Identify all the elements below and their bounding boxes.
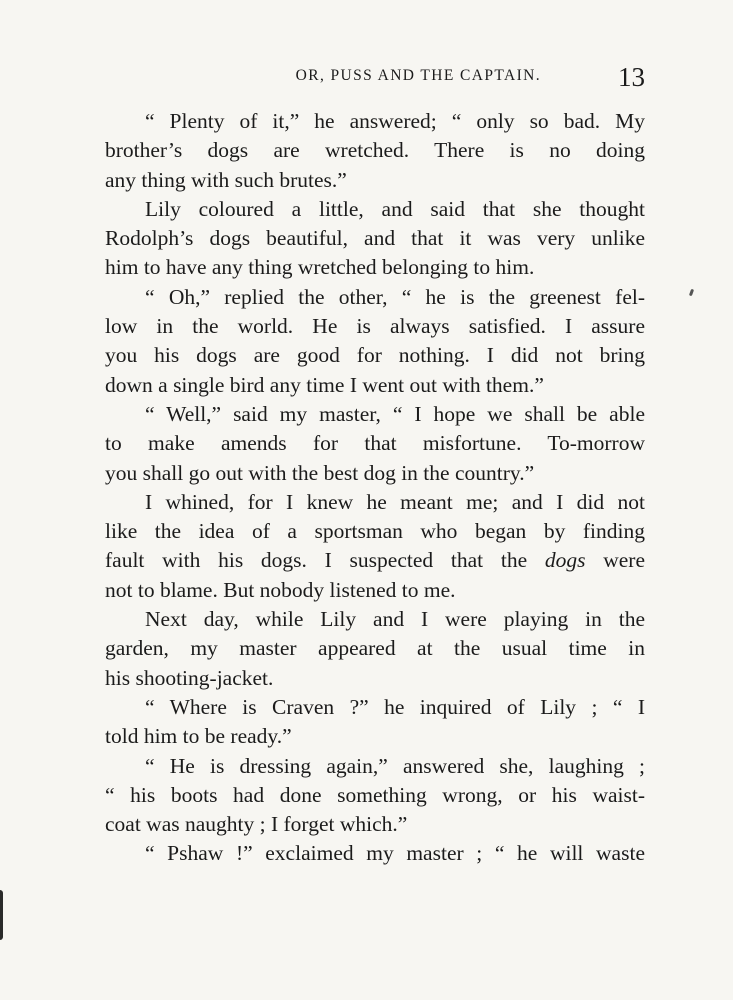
body-text xyxy=(105,107,645,869)
text-line: “ Plenty of it,” he answered; “ only so bad. My xyxy=(145,109,645,133)
text-line: “ Well,” said my master, “ I hope we shall be able xyxy=(145,401,645,426)
text-line: Lily coloured a little, and said that she thought xyxy=(145,196,645,221)
text-line: his shooting-jacket. xyxy=(105,665,274,690)
text-line: I whined, for I knew he meant me; and I did not xyxy=(145,489,645,514)
text-line: “ He is dressing again,” answered she, laughing ; xyxy=(145,753,645,778)
text-segment: were xyxy=(585,548,645,573)
text-line: you shall go out with the best dog in the country.” xyxy=(105,460,535,485)
text-line: brother’s dogs are wretched. There is no doing xyxy=(105,138,645,163)
text-line: low in the world. He is always satisfied. I assure xyxy=(105,314,645,339)
text-line: coat was naughty ; I forget which.” xyxy=(105,812,408,837)
text-line: garden, my master appeared at the usual time in xyxy=(105,636,645,661)
text-line: him to have any thing wretched belonging to him. xyxy=(105,255,535,280)
text-line: any thing with such brutes.” xyxy=(105,167,347,192)
ink-speck xyxy=(689,289,694,297)
text-line: “ Where is Craven ?” he inquired of Lily ; “ I xyxy=(145,694,645,719)
text-line: “ Oh,” replied the other, “ he is the greenest fel- xyxy=(145,284,645,309)
text-line: down a single bird any time I went out with them.” xyxy=(105,372,544,397)
text-line: you his dogs are good for nothing. I did not bring xyxy=(105,343,645,368)
italic-word: dogs xyxy=(544,548,586,573)
text-line xyxy=(105,546,645,575)
running-title: OR, PUSS AND THE CAPTAIN. xyxy=(295,67,541,84)
text-line: told him to be ready.” xyxy=(105,724,292,749)
text-line: Next day, while Lily and I were playing in the xyxy=(145,607,645,632)
text-line: like the idea of a sportsman who began by finding xyxy=(105,519,645,544)
page-number: 13 xyxy=(618,62,645,92)
text-line: “ his boots had done something wrong, or his waist- xyxy=(105,782,645,807)
text-line: not to blame. But nobody listened to me. xyxy=(105,577,456,602)
running-head xyxy=(105,62,645,96)
text-line: Rodolph’s dogs beautiful, and that it was very unlike xyxy=(105,226,645,251)
text-line: to make amends for that misfortune. To-morrow xyxy=(105,431,645,456)
text-line: “ Pshaw !” exclaimed my master ; “ he will waste xyxy=(145,841,645,866)
text-segment: fault with his dogs. I suspected that the xyxy=(105,548,545,573)
page-edge-mark xyxy=(0,890,3,940)
